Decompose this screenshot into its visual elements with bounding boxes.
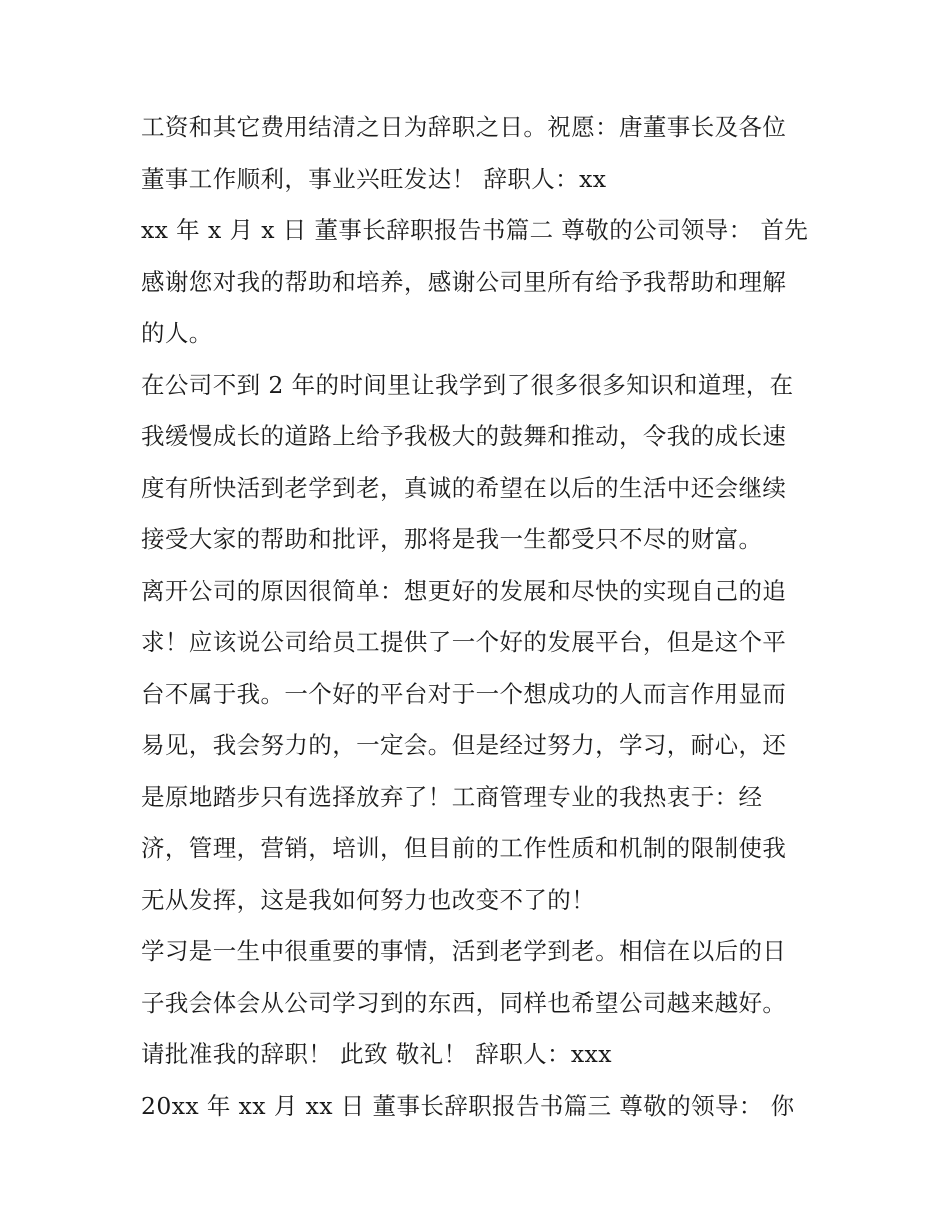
document-body [141,102,821,1132]
text-line-16: 无从发挥，这是我如何努力也改变不了的！ [141,885,596,914]
text-line-1: 工资和其它费用结清之日为辞职之日。祝愿：唐董事长及各位 [141,113,787,141]
text-line-9: 接受大家的帮助和批评，那将是我一生都受只不尽的财富。 [141,525,763,553]
text-line-19: 请批准我的辞职！ 此致 敬礼！ 辞职人：xxx [141,1040,612,1068]
text-line-17: 学习是一生中很重要的事情，活到老学到老。相信在以后的日 [141,937,787,965]
text-line-7: 我缓慢成长的道路上给予我极大的鼓舞和推动，令我的成长速 [141,422,787,450]
text-line-15: 济，管理，营销，培训，但目前的工作性质和机制的限制使我 [141,834,787,862]
text-line-11: 求！应该说公司给员工提供了一个好的发展平台，但是这个平 [141,628,787,656]
text-line-13: 易见，我会努力的，一定会。但是经过努力，学习，耐心，还 [141,731,787,759]
text-line-20: 20xx 年 xx 月 xx 日 董事长辞职报告书篇三 尊敬的领导： 你 [141,1091,795,1120]
text-line-5: 的人。 [141,319,213,347]
text-line-2: 董事工作顺利，事业兴旺发达！ 辞职人：xx [141,164,607,193]
text-line-4: 感谢您对我的帮助和培养，感谢公司里所有给予我帮助和理解 [141,267,787,296]
text-line-3: xx 年 x 月 x 日 董事长辞职报告书篇二 尊敬的公司领导： 首先 [141,216,809,244]
text-line-12: 台不属于我。一个好的平台对于一个想成功的人而言作用显而 [141,679,787,708]
text-line-6: 在公司不到 2 年的时间里让我学到了很多很多知识和道理，在 [141,370,794,399]
text-line-18: 子我会体会从公司学习到的东西，同样也希望公司越来越好。 [141,988,787,1017]
text-line-10: 离开公司的原因很简单：想更好的发展和尽快的实现自己的追 [141,576,787,605]
text-line-14: 是原地踏步只有选择放弃了！工商管理专业的我热衷于：经 [141,782,763,811]
text-line-8: 度有所快活到老学到老，真诚的希望在以后的生活中还会继续 [141,473,787,502]
